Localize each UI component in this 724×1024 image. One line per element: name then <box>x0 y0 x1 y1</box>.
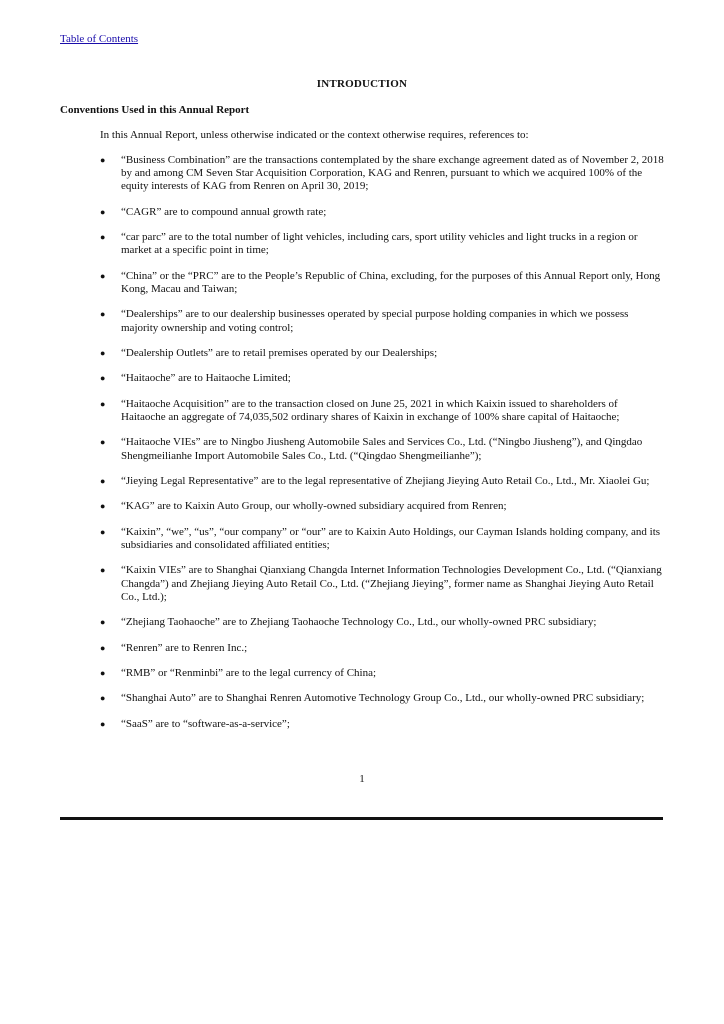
definition-text: “Kaixin VIEs” are to Shanghai Qianxiang Changda Internet Information Technologies Development Co., Ltd. (“Qianxiang Changda”) and Zhejiang Jieying Auto Retail Co., Ltd. (“Zhejiang Jieying”, former name as Shanghai Jieying Auto Retail Co., Ltd.); <box>121 564 662 603</box>
list-item <box>0 564 724 604</box>
list-item <box>0 347 724 360</box>
list-item <box>0 206 724 219</box>
bullet-icon: ● <box>100 398 106 409</box>
definition-text: “China” or the “PRC” are to the People’s Republic of China, excluding, for the purposes of this Annual Report only, Hong Kong, Macau and Taiwan; <box>121 269 661 295</box>
definition-text: “Shanghai Auto” are to Shanghai Renren Automotive Technology Group Co., Ltd., our wholly-owned PRC subsidiary; <box>121 692 645 705</box>
bullet-icon: ● <box>100 270 106 281</box>
definition-text: “Dealership Outlets” are to retail premises operated by our Dealerships; <box>121 346 438 359</box>
list-item <box>0 398 724 424</box>
bullet-icon: ● <box>100 232 106 243</box>
definition-text: “CAGR” are to compound annual growth rate; <box>121 205 327 218</box>
definition-text: “Jieying Legal Representative” are to the legal representative of Zhejiang Jieying Auto Retail Co., Ltd., Mr. Xiaolei Gu; <box>121 474 650 487</box>
section-heading: Conventions Used in this Annual Report <box>60 104 250 116</box>
page-number: 1 <box>359 773 365 785</box>
bullet-icon: ● <box>100 565 106 576</box>
intro-paragraph: In this Annual Report, unless otherwise indicated or the context otherwise requires, references to: <box>100 129 529 141</box>
definition-text: “car parc” are to the total number of light vehicles, including cars, sport utility vehicles and light trucks in a region or market at a specific point in time; <box>121 231 638 257</box>
page-title: INTRODUCTION <box>316 78 408 90</box>
bullet-icon: ● <box>100 617 106 628</box>
list-item <box>0 526 724 552</box>
bullet-icon: ● <box>100 347 106 358</box>
bullet-icon: ● <box>100 693 106 704</box>
bullet-icon: ● <box>100 718 106 729</box>
list-item <box>0 642 724 655</box>
list-item <box>0 231 724 257</box>
bullet-icon: ● <box>100 475 106 486</box>
definition-text: “SaaS” are to “software-as-a-service”; <box>121 717 290 730</box>
bullet-icon: ● <box>100 667 106 678</box>
definition-text: “Renren” are to Renren Inc.; <box>121 641 248 654</box>
list-item <box>0 270 724 296</box>
definition-text: “Dealerships” are to our dealership businesses operated by special purpose holding companies in which we possess majority ownership and voting control; <box>121 308 629 334</box>
definition-text: “Haitaoche VIEs” are to Ningbo Jiusheng Automobile Sales and Services Co., Ltd. (“Ningbo Jiusheng”), and Qingdao Shengmeilianhe Import Automobile Sales Co., Ltd. (“Qingdao Shengmeilianhe”); <box>121 436 643 462</box>
list-item <box>0 616 724 629</box>
list-item <box>0 500 724 513</box>
bullet-icon: ● <box>100 155 106 165</box>
table-of-contents-link[interactable]: Table of Contents <box>60 33 139 45</box>
page-divider <box>60 817 663 820</box>
list-item <box>0 667 724 680</box>
bullet-icon: ● <box>100 309 106 320</box>
bullet-icon: ● <box>100 437 106 448</box>
list-item <box>0 718 724 731</box>
definition-text: “RMB” or “Renminbi” are to the legal currency of China; <box>121 666 377 679</box>
definition-text: “Kaixin”, “we”, “us”, “our company” or “our” are to Kaixin Auto Holdings, our Cayman Islands holding company, and its subsidiaries and consolidated affiliated entities; <box>121 525 661 551</box>
definition-text: “Haitaoche Acquisition” are to the transaction closed on June 25, 2021 in which Kaixin issued to shareholders of Haitaoche an aggregate of 74,035,502 ordinary shares of Kaixin in exchange of 100% share capital of Haitaoche; <box>121 397 620 423</box>
bullet-icon: ● <box>100 526 106 537</box>
list-item <box>0 692 724 705</box>
bullet-icon: ● <box>100 206 106 217</box>
list-item <box>0 154 724 194</box>
list-item <box>0 308 724 334</box>
list-item <box>0 372 724 385</box>
definition-text: “KAG” are to Kaixin Auto Group, our wholly-owned subsidiary acquired from Renren; <box>121 500 507 513</box>
list-item <box>0 436 724 462</box>
definition-text: “Business Combination” are the transactions contemplated by the share exchange agreement dated as of November 2, 2018 by and among CM Seven Star Acquisition Corporation, KAG and Renren, pursuant to which we acquired 100% of the equity interests of KAG from Renren on April 30, 2019; <box>121 154 664 193</box>
definition-text: “Zhejiang Taohaoche” are to Zhejiang Taohaoche Technology Co., Ltd., our wholly-owned PRC subsidiary; <box>121 616 597 629</box>
bullet-icon: ● <box>100 373 106 384</box>
bullet-icon: ● <box>100 642 106 653</box>
definition-text: “Haitaoche” are to Haitaoche Limited; <box>121 372 291 385</box>
bullet-icon: ● <box>100 501 106 512</box>
list-item <box>0 475 724 488</box>
definitions-list <box>0 154 724 743</box>
